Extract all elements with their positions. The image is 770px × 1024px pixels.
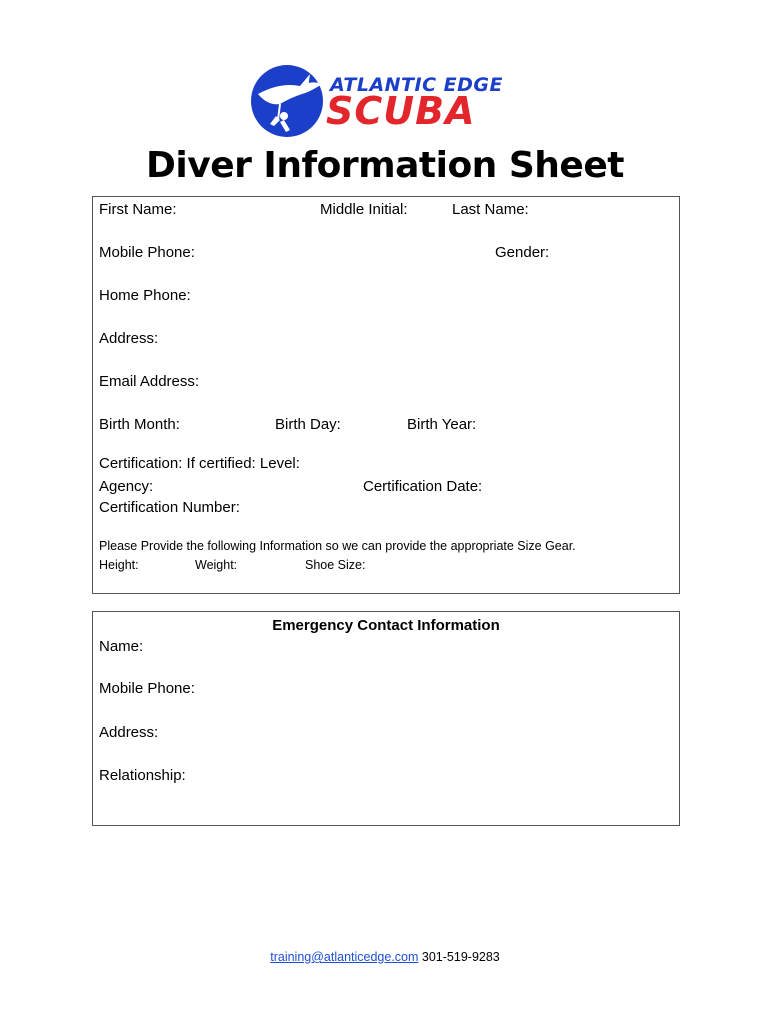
diver-manta-icon [250,64,324,138]
first-name-field[interactable]: First Name: [99,201,177,218]
emergency-heading: Emergency Contact Information [272,617,500,634]
address-field[interactable]: Address: [99,330,159,347]
footer-phone: 301-519-9283 [421,950,500,964]
agency-field[interactable]: Agency: [99,478,154,495]
footer-contact [0,950,770,964]
shoe-size-field[interactable]: Shoe Size: [305,558,366,572]
logo-text-bottom: SCUBA [326,89,476,133]
gear-note: Please Provide the following Information so we can provide the appropriate Size Gear. [99,539,576,553]
email-field[interactable]: Email Address: [99,373,200,390]
middle-initial-field[interactable]: Middle Initial: [320,201,408,218]
weight-field[interactable]: Weight: [195,558,238,572]
diver-info-section [92,196,680,594]
logo-text-top: ATLANTIC EDGE [330,74,503,96]
certification-date-field[interactable]: Certification Date: [363,478,483,495]
certification-number-field[interactable]: Certification Number: [99,499,240,516]
emergency-relationship-field[interactable]: Relationship: [99,767,186,784]
birth-year-field[interactable]: Birth Year: [407,416,477,433]
home-phone-field[interactable]: Home Phone: [99,287,191,304]
mobile-phone-field[interactable]: Mobile Phone: [99,244,195,261]
emergency-contact-section [92,611,680,826]
page-title: Diver Information Sheet [146,145,624,186]
last-name-field[interactable]: Last Name: [452,201,529,218]
footer-email-link[interactable]: training@atlanticedge.com [270,950,419,964]
company-logo [250,62,530,142]
emergency-name-field[interactable]: Name: [99,638,144,655]
emergency-address-field[interactable]: Address: [99,724,159,741]
birth-day-field[interactable]: Birth Day: [275,416,341,433]
birth-month-field[interactable]: Birth Month: [99,416,180,433]
emergency-mobile-field[interactable]: Mobile Phone: [99,680,195,697]
certification-level-field[interactable]: Certification: If certified: Level: [99,455,300,472]
gender-field[interactable]: Gender: [495,244,550,261]
height-field[interactable]: Height: [99,558,139,572]
